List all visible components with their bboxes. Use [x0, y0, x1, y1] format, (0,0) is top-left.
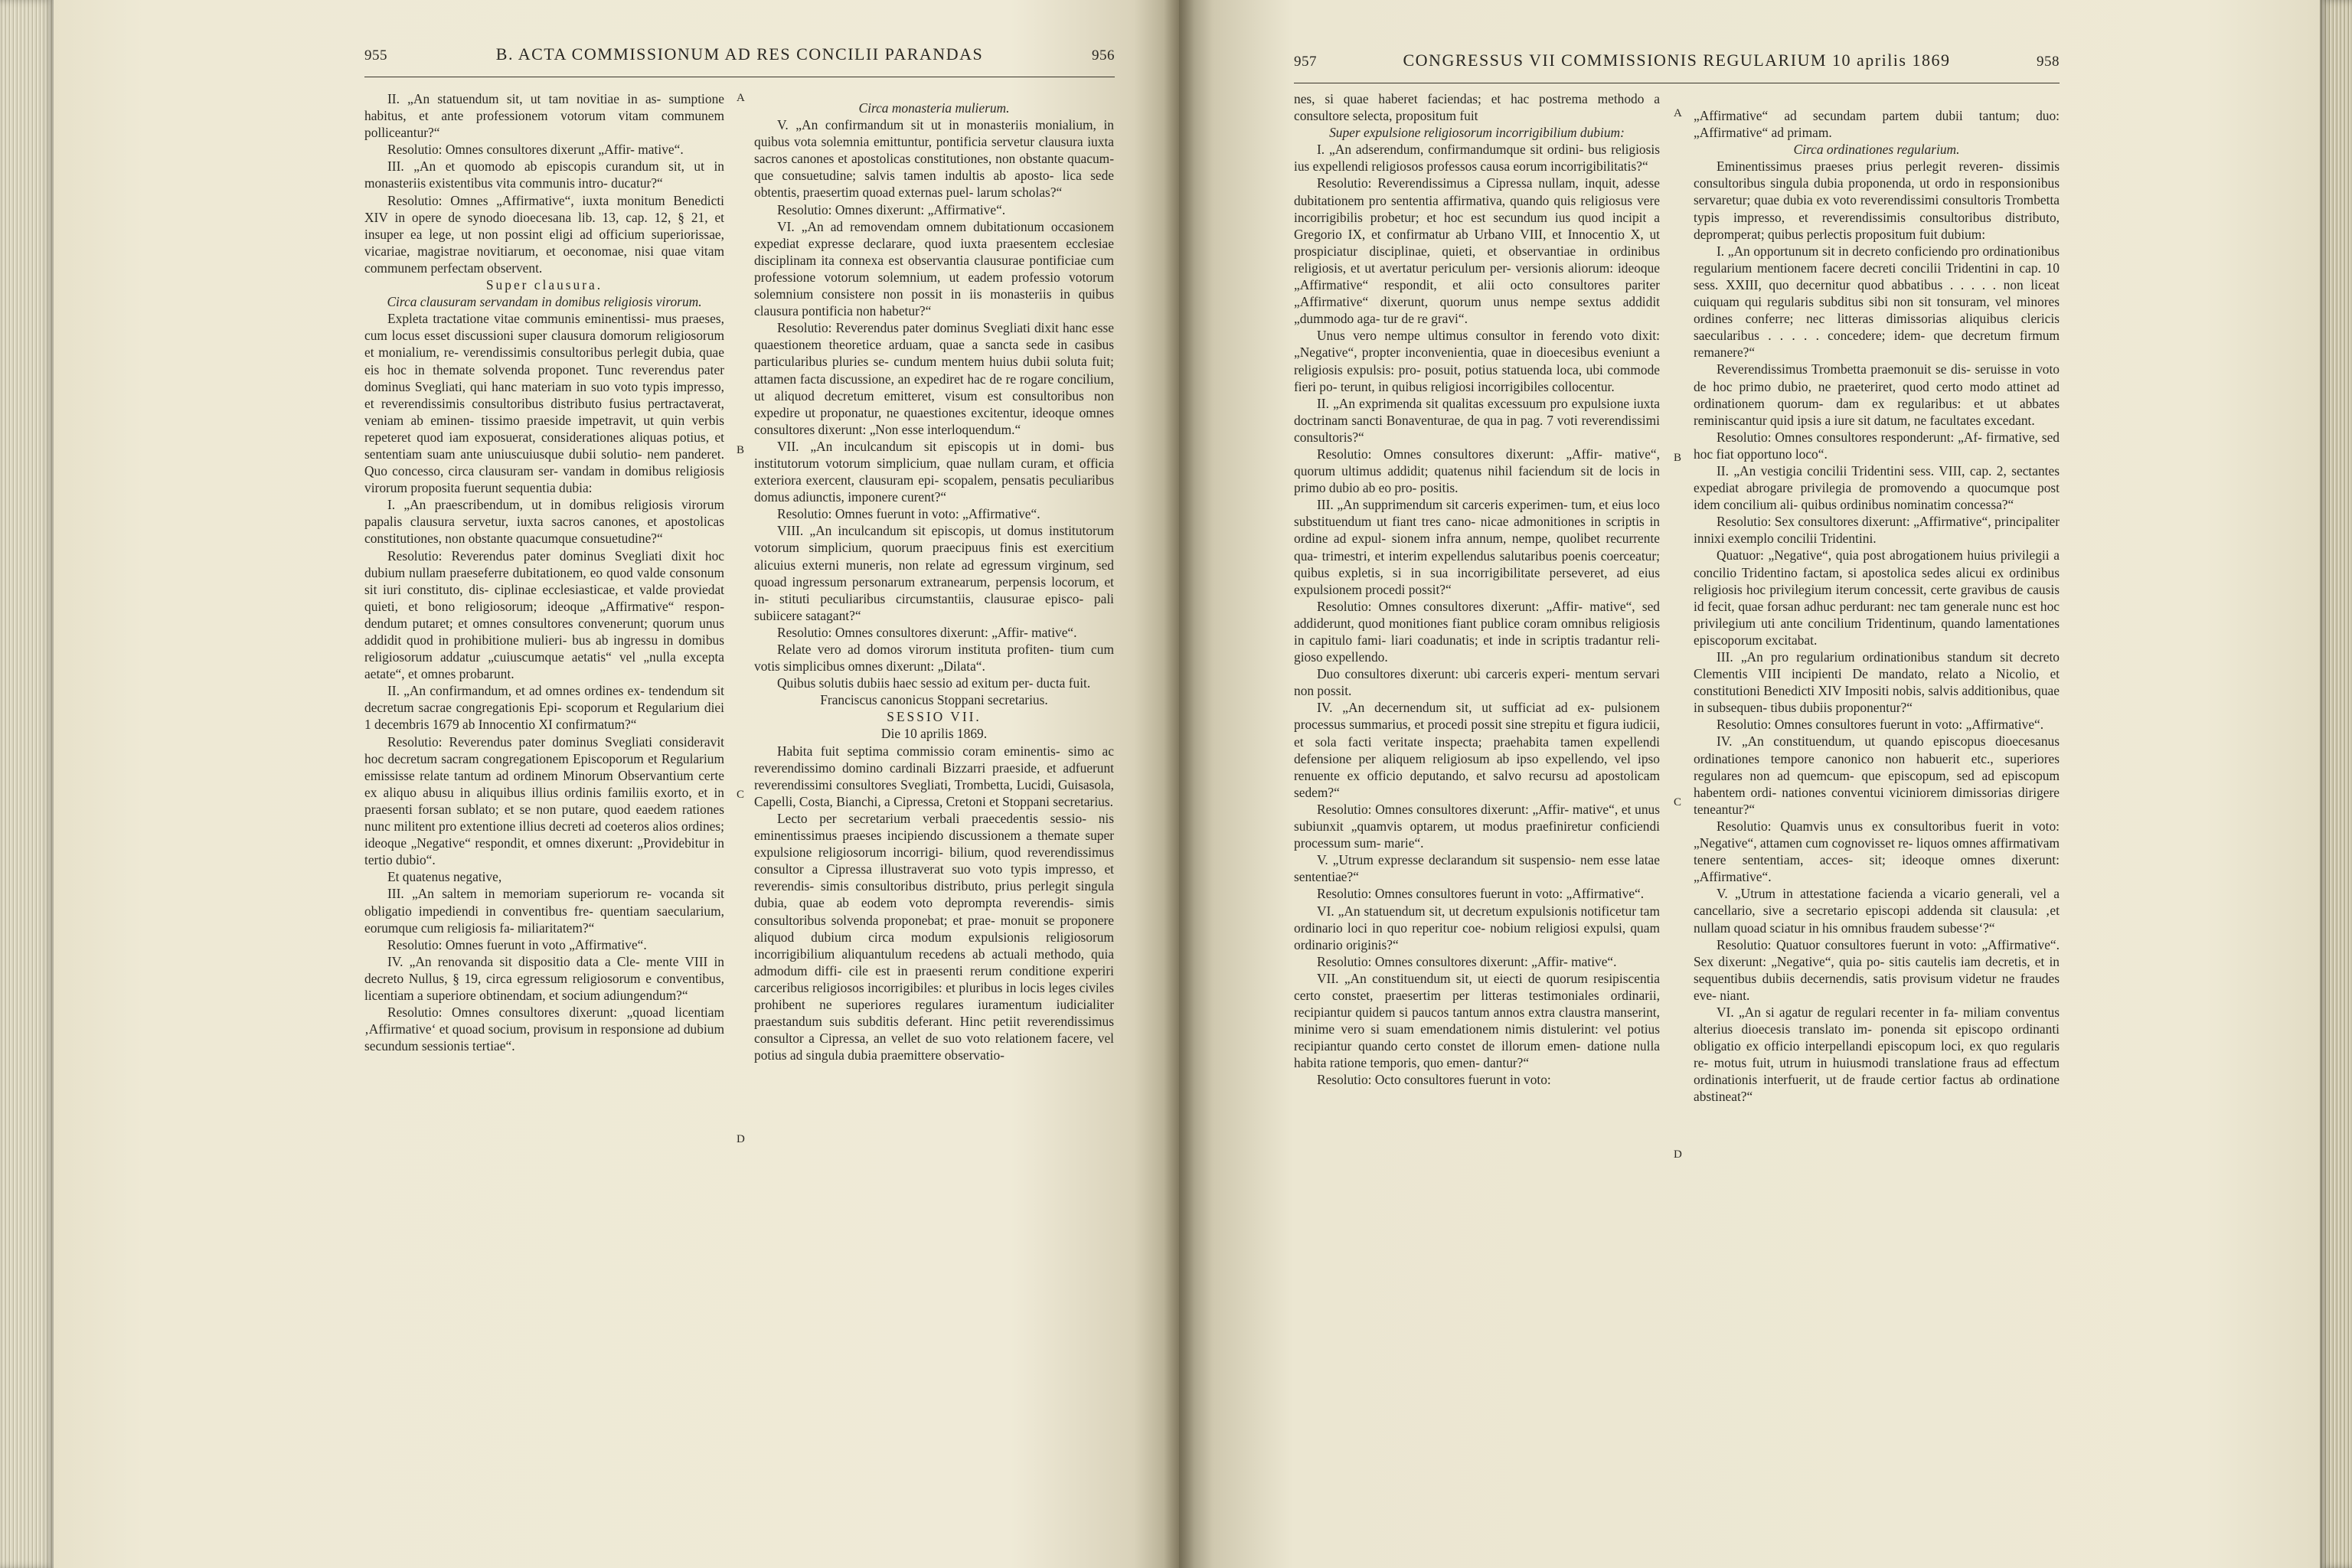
paragraph: Resolutio: Quamvis unus ex consultoribus fuerit in voto: „Negative“, attamen cum cognovisset re- liquos omnes affirmativam tenere sententiam, acces- sit; ideoque omnes dixerunt: „Affirmative“.	[1694, 818, 2060, 885]
running-title-right: CONGRESSUS VII COMMISSIONIS REGULARIUM 10 aprilis 1869	[1403, 51, 1951, 70]
book-page-edges-left	[0, 0, 54, 1568]
paragraph: II. „An vestigia concilii Tridentini sess. VIII, cap. 2, sectantes expediat abrogare privilegia de promovendo a quocumque post idem concilium ali- quibus ordinibus nominatim concessa?“	[1694, 462, 2060, 513]
book-page-edges-right	[2320, 0, 2352, 1568]
paragraph: Resolutio: Reverendus pater dominus Svegliati dixit hanc esse quaestionem theoretice arduam, quae a sancta sede in casibus particularibus pluries se- cundum mentem huius dubii soluta fuit; attamen facta discussione, an expediret hac de re rogare concilium, ut aliquod decretum emitteret, visum est consultoribus non expedire ut proponatur, ne quaestiones excitentur, ideoque omnes consultores dixerunt: „Non esse interloquendum.“	[754, 320, 1114, 437]
paragraph: Resolutio: Reverendus pater dominus Svegliati consideravit hoc decretum sacram congregationem Episcoporum et Regularium emississe relate tantum ad ordinem Minorum Observantium certe ex aliquo abusu in aliquibus illius ordinis familiis exorto, et in praesenti forsan sublato; et se non putare, quod eaedem rationes nunc militent pro extentione illius decreti ad coeteros alios ordines; ideoque „Negative“ respondit, et omnes dixerunt: „Providebitur in tertio dubio“.	[364, 733, 724, 868]
paragraph: Resolutio: Omnes consultores dixerunt: „Affir- mative“.	[777, 624, 1077, 640]
paragraph: II. „An exprimenda sit qualitas excessuum pro expulsione iuxta doctrinam sancti Bonaventurae, de qua in pag. 7 voti reverendissimi consultoris?“	[1294, 395, 1660, 445]
paragraph: Franciscus canonicus Stoppani secretarius.	[820, 692, 1048, 708]
paragraph: nes, si quae haberet faciendas; et hac postrema methodo a consultore selecta, propositum fuit	[1294, 91, 1660, 124]
paragraph: Super clausura.	[485, 277, 603, 293]
paragraph: Resolutio: Omnes fuerunt in voto: „Affirmative“.	[777, 506, 1040, 522]
margin-letter-c-right: C	[1674, 796, 1682, 808]
paragraph: Die 10 aprilis 1869.	[880, 726, 988, 742]
paragraph: IV. „An renovanda sit dispositio data a Cle- mente VIII in decreto Nullus, § 19, circa egressum religiosorum e conventibus, licentiam a superiore obtinendam, et socium adiungendum?“	[364, 953, 724, 1003]
page-number-957: 957	[1294, 54, 1317, 70]
paragraph: Quatuor: „Negative“, quia post abrogationem huius privilegii a concilio Tridentino factam, si apostolica sedes alicui ex ordinibus religiosis hoc privilegium iterum concessit, certe gravibus de causis id fecit, quae forsan adhuc perdurant: nec tam generale nunc est hoc privilegium uti ante concilium Tridentinum, quando lamentationes episcoporum excitabat.	[1694, 547, 2060, 648]
paragraph: Quibus solutis dubiis haec sessio ad exitum per- ducta fuit.	[777, 675, 1091, 691]
margin-letter-d-right: D	[1674, 1148, 1682, 1161]
paragraph: Expleta tractatione vitae communis eminentissi- mus praeses, cum locus esset discussioni super clausura domorum religiosorum et monialium, re- verendissimis consultoribus perlegit dubia, quae eis hoc in themate solvenda proponet. Tunc reverendus pater dominus Svegliati, qui hanc materiam in suo voto typis impresso, et reverendissimis consultoribus distributo fusius pertractaverat, veniam ab eminen- tissimo praeside impetravit, ut quin verbis repeteret quod iam exposuerat, considerationes aliquas potius, et sententiam suam ante uniuscuiusque dubii solutio- nem panderet. Quo concesso, circa clausuram ser- vandam in domibus religiosis virorum proposita fuerunt sequentia dubia:	[364, 311, 724, 496]
margin-letter-d-left: D	[737, 1133, 745, 1145]
left-page-header	[364, 44, 1115, 67]
paragraph: Relate vero ad domos virorum instituta profiten- tium cum votis simplicibus omnes dixerunt: „Dilata“.	[754, 642, 1114, 675]
paragraph: Resolutio: Omnes consultores dixerunt: „Affir- mative“, quorum ultimus addidit; quatenus nihil faciendum sit de locis in primo dubio ab eo pro- positis.	[1294, 446, 1660, 496]
margin-letter-b-right: B	[1674, 452, 1682, 464]
paragraph: Resolutio: Reverendus pater dominus Svegliati dixit hoc dubium nullam praeseferre dubitationem, eo quod valde consonum sit iuri constituto, dis- ciplinae ecclesiasticae, et valde proviedat quieti, et bono religiosorum; ideoque „Affirmative“ respon- dendum putaret; et omnes consultores convenerunt; quorum unus addidit quod in prohibitione mulieri- bus ab ingressu in domibus religiosorum addatur „cuiuscumque aetatis“ vel „nulla excepta aetate“, et omnes probarunt.	[364, 547, 724, 682]
paragraph: Resolutio: Octo consultores fuerunt in voto:	[1317, 1072, 1551, 1088]
paragraph: Resolutio: Omnes fuerunt in voto „Affirmative“.	[387, 936, 647, 952]
paragraph: I. „An praescribendum, ut in domibus religiosis virorum papalis clausura servetur, iuxta sacros canones, et apostolicas constitutiones, non obstante quacumque consuetudine?“	[364, 497, 724, 547]
page-number-956: 956	[1091, 47, 1115, 64]
running-title-left: B. ACTA COMMISSIONUM AD RES CONCILII PARANDAS	[495, 44, 984, 64]
margin-letter-c-left: C	[737, 789, 745, 801]
paragraph: Resolutio: Omnes consultores dixerunt: „Affir- mative“, et unus subiunxit „quamvis optarem, ut modus praefiniretur conficiendi processum sum- marie“.	[1294, 801, 1660, 851]
paragraph: Resolutio: Omnes consultores fuerunt in voto: „Affirmative“.	[1717, 717, 2044, 733]
paragraph: Resolutio: Omnes consultores dixerunt „Affir- mative“.	[387, 142, 684, 158]
margin-letter-b-left: B	[737, 444, 745, 456]
right-page-column-2	[1694, 107, 2060, 1106]
paragraph: VI. „An si agatur de regulari recenter in fa- miliam conventus alterius dioecesis translato im- ponenda sit episcopo ordinanti obligatio ex officio interpellandi episcopum loci, ex quo regularis re- motus fuit, utrum in huiusmodi translatione fraus ad effectum ordinationis interfuerit, ut de fraude certior factus ab ordinatione abstineat?“	[1694, 1004, 2060, 1105]
paragraph: Circa clausuram servandam in domibus religiosis virorum.	[387, 294, 702, 310]
book-gutter	[1164, 0, 1194, 1568]
margin-letter-a-left: A	[737, 92, 745, 104]
page-number-958: 958	[2036, 54, 2060, 70]
paragraph: Resolutio: Reverendissimus a Cipressa nullam, inquit, adesse dubitationem pro sententia affirmativa, quando quis religiosus vere incorrigibilis probetur; et hoc est secundum ius quod incipit a Gregorio IX, et confirmatur ab Urbano VIII, et Innocentio X, ut prospiciatur disciplinae, quieti, et observantiae in ordinibus religiosis, et ut avertatur periculum per- versionis aliorum: ideoque „Affirmative“ respondit, et alii octo consultores pariter „Affirmative“ dixerunt, quorum unus nempe sextus addidit „dummodo aga- tur de re gravi“.	[1294, 175, 1660, 327]
paragraph: Circa monasteria mulierum.	[858, 100, 1010, 116]
paragraph: Duo consultores dixerunt: ubi carceris experi- mentum servari non possit.	[1294, 666, 1660, 699]
paragraph: IV. „An decernendum sit, ut sufficiat ad ex- pulsionem processus summarius, et procedi possit sine strepitu et figura iudicii, et sola facti veritate inspecta; praehabita tamen expellendi defensione per aliquem religiosum ab ipso expellendo, vel ipso renuente ex officio deputando, et salvo recursu ad apostolicam sedem?“	[1294, 700, 1660, 800]
paragraph: VI. „An ad removendam omnem dubitationum occasionem expediat expresse declarare, quod iuxta praesentem ecclesiae disciplinam ita connexa est observantia clausurae pontificiae cum professione votorum solemnium, ut eadem professio votorum solemnium consistere non possit in iis monasteriis in quibus clausura pontificia non habetur?“	[754, 218, 1114, 319]
paragraph: SESSIO VII.	[887, 709, 982, 725]
paragraph: III. „An pro regularium ordinationibus standum sit decreto Clementis VIII incipienti De mandato, relato a Nicolio, et constitutioni Benedicti XIV Impositi nobis, salvis additionibus, quae in subsequen- tibus dubiis proponentur?“	[1694, 649, 2060, 716]
paragraph: Resolutio: Omnes dixerunt: „Affirmative“.	[777, 201, 1006, 217]
paragraph: Lecto per secretarium verbali praecedentis sessio- nis eminentissimus praeses incipiendo discussionem a themate super expulsione religiosorum incorrigi- bilium, quod reverendissimus consultor a Cipressa illustraverat suo voto typis impresso, et reverendis- simis consultoribus distributo, prius perlegit singula dubia, quae ab eodem voto deprompta reverendis- simis consultoribus solvenda proponebat; et prae- monuit se proponere aliquod dubium circa modum expulsionis religiosorum incorrigibilium aliquantulum recedens ab actuali methodo, quia admodum diffi- cile est in praesenti rerum conditione experiri carceribus religiosos incorrigibiles: et pluribus in locis leges civiles prohibent ne superiores regulares iuramentum iudicialiter praestandum suis subditis deferant. Hinc petiit reverendissimus consultor a Cipressa, an vellet de suo voto relationem facere, vel potius ad singula dubia praemittere observatio-	[754, 810, 1114, 1063]
paragraph: VII. „An inculcandum sit episcopis ut in domi- bus institutorum votorum simplicium, quae nullam curam, et officia exteriora exercent, clausuram epi- scopalem, pensatis peculiaribus domus adiunctis, imponere curent?“	[754, 438, 1114, 505]
paragraph: III. „An et quomodo ab episcopis curandum sit, ut in monasteriis existentibus vita communis intro- ducatur?“	[364, 158, 724, 191]
paragraph: VI. „An statuendum sit, ut decretum expulsionis notificetur tam ordinario loci in quo reperitur coe- nobium religiosi expulsi, quam ordinario originis?“	[1294, 903, 1660, 952]
paragraph: II. „An statuendum sit, ut tam novitiae in as- sumptione habitus, et ante professionem votorum vitam communem polliceantur?“	[364, 91, 724, 141]
paragraph: Circa ordinationes regularium.	[1793, 142, 1960, 158]
page-number-955: 955	[364, 47, 387, 64]
paragraph: IV. „An constituendum, ut quando episcopus dioecesanus ordinationes tempore canonico non habuerit etc., superiores regulares non ad quemcum- que episcopum, sed ad episcopum habentem ordi- nationes conventui viciniorem dimissorias dirigere teneantur?“	[1694, 733, 2060, 817]
paragraph: VIII. „An inculcandum sit episcopis, ut domus institutorum votorum simplicium, quorum praecipuus finis est exercitium alicuius externi muneris, non relate ad egressum virginum, sed quoad ingressum personarum extranearum, perpensis locorum, et in- stituti peculiaribus circumstantiis, clausurae episco- pali subiicere satagant?“	[754, 523, 1114, 623]
paragraph: V. „Utrum in attestatione facienda a vicario generali, vel a cancellario, sive a secretario episcopi addenda sit clausula: ‚et nullam quoad sciatur in his omnibus fraudem subesse‘?“	[1694, 886, 2060, 936]
paragraph: V. „An confirmandum sit ut in monasteriis monialium, in quibus vota solemnia emittuntur, pontificia servetur clausura iuxta sacros canones et apostolicas constitutiones, non obstante quacum- que consuetudine; salvis tamen indultis ab aposto- lica sede obtentis, praesertim quoad externas puel- larum scholas?“	[754, 117, 1114, 201]
paragraph: Resolutio: Quatuor consultores fuerunt in voto: „Affirmative“. Sex dixerunt: „Negative“, quia po- sitis cautelis iam decretis, et in sequentibus dubiis decernendis, satis provisum videtur ne fraudes eve- niant.	[1694, 936, 2060, 1003]
paragraph: I. „An opportunum sit in decreto conficiendo pro ordinationibus regularium mentionem facere decreti concilii Tridentini in cap. 10 sess. XXIII, quo decernitur quod abbatibus . . . . . non liceat cuiquam qui regularis subditus sibi non sit tonsuram, vel minores ordines conferre; nec litteras dimissorias aliquibus clericis saecularibus . . . . . concedere; idem- que decretum firmum remanere?“	[1694, 243, 2060, 361]
paragraph: III. „An supprimendum sit carceris experimen- tum, et eius loco substituendum ut fiant tres cano- nicae admonitiones in scriptis in ordine ad expul- sionem infra annum, nempe, quolibet recurrente qua- trimestri, et interim expellendus salutaribus poenis coerceatur; quibus expletis, si in sua incorrigibilitate perseveret, ad eius expulsionem procedi possit?“	[1294, 497, 1660, 597]
paragraph: Resolutio: Omnes consultores fuerunt in voto: „Affirmative“.	[1317, 886, 1645, 902]
paragraph: II. „An confirmandum, et ad omnes ordines ex- tendendum sit decretum sacrae congregationis Epi- scoporum et Regularium diei 1 decembris 1679 ab Innocentio XI confirmatum?“	[364, 683, 724, 733]
paragraph: „Affirmative“ ad secundam partem dubii tantum; duo: „Affirmative“ ad primam.	[1694, 108, 2060, 141]
paragraph: Resolutio: Omnes „Affirmative“, iuxta monitum Benedicti XIV in opere de synodo dioecesana lib. 13, cap. 12, § 21, et insuper ea lege, ut non possint eligi ad officium superiorissae, vicariae, magistrae novitiarum, et oeconomae, nisi quae vitam communem perfectam observent.	[364, 192, 724, 276]
paragraph: Et quatenus negative,	[387, 869, 502, 885]
paragraph: III. „An saltem in memoriam superiorum re- vocanda sit obligatio impediendi in conventibus fre- quentiam saecularium, eorumque cum religiosis fa- miliaritatem?“	[364, 886, 724, 936]
paragraph: VII. „An constituendum sit, ut eiecti de quorum resipiscentia certo constet, praesertim per litteras testimoniales ordinarii, recipiantur quidem si paucos tantum annos extra claustra manserint, minime vero si suam emendationem nimis distulerint: vel potius recipiantur quando certo constet de illorum emen- datione nulla habita ratione temporis, quo emen- dantur?“	[1294, 970, 1660, 1071]
paragraph: Resolutio: Omnes consultores dixerunt: „quoad licentiam ‚Affirmative‘ et quoad socium, provisum in responsione ad dubium secundum sessionis tertiae“.	[364, 1004, 724, 1054]
paragraph: Unus vero nempe ultimus consultor in ferendo voto dixit: „Negative“, propter inconvenientia, quae in dioecesibus eveniunt a religiosis expulsis: pro- posuit, potius statuenda loca, ubi commode fieri po- terunt, in quibus religiosi incorrigibiles collocentur.	[1294, 328, 1660, 394]
paragraph: Resolutio: Omnes consultores dixerunt: „Affir- mative“.	[1317, 953, 1617, 969]
margin-letter-a-right: A	[1674, 107, 1682, 119]
left-page-column-1	[364, 90, 724, 1054]
paragraph: I. „An adserendum, confirmandumque sit ordini- bus religiosis ius expellendi religiosos professos causa eorum incorrigibilitatis?“	[1294, 142, 1660, 175]
paragraph: V. „Utrum expresse declarandum sit suspensio- nem esse latae sententiae?“	[1294, 852, 1660, 885]
paragraph: Eminentissimus praeses prius perlegit reveren- dissimis consultoribus singula dubia proponenda, ut ordo in responsionibus servaretur; quae dubia ex voto reverendissimi consultoris Trombetta typis impresso, et reverendissimis consultoribus distributo, depromperat; quibus perlectis propositum fuit dubium:	[1694, 158, 2060, 242]
right-page-column-1	[1294, 90, 1660, 1089]
paragraph: Resolutio: Omnes consultores dixerunt: „Affir- mative“, sed addiderunt, quod monitiones fiant publice coram omnibus religiosis in capitulo fami- liari coadunatis; et inde in scriptis tradantur reli- gioso expellendo.	[1294, 598, 1660, 665]
left-page-column-2	[754, 100, 1114, 1063]
paragraph: Reverendissimus Trombetta praemonuit se dis- seruisse in voto de hoc primo dubio, ne praeteriret, quod certo modo attinet ad ordinationem quorum- dam ex regularibus: et ut abbates reminiscantur quid ipsis a iure sit datum, ne facultates excedant.	[1694, 361, 2060, 428]
paragraph: Resolutio: Omnes consultores responderunt: „Af- firmative, sed hoc fiat opportuno loco“.	[1694, 429, 2060, 462]
paragraph: Super expulsione religiosorum incorrigibilium dubium:	[1329, 125, 1625, 141]
paragraph: Resolutio: Sex consultores dixerunt: „Affirmative“, principaliter innixi exemplo concilii Tridentini.	[1694, 514, 2060, 547]
paragraph: Habita fuit septima commissio coram eminentis- simo ac reverendissimo domino cardinali Bizzarri praeside, et adfuerunt reverendissimi consultores Svegliati, Trombetta, Lucidi, Guisasola, Capelli, Costa, Bianchi, a Cipressa, Cretoni et Stoppani secretarius.	[754, 743, 1114, 809]
right-page-header	[1294, 51, 2060, 74]
